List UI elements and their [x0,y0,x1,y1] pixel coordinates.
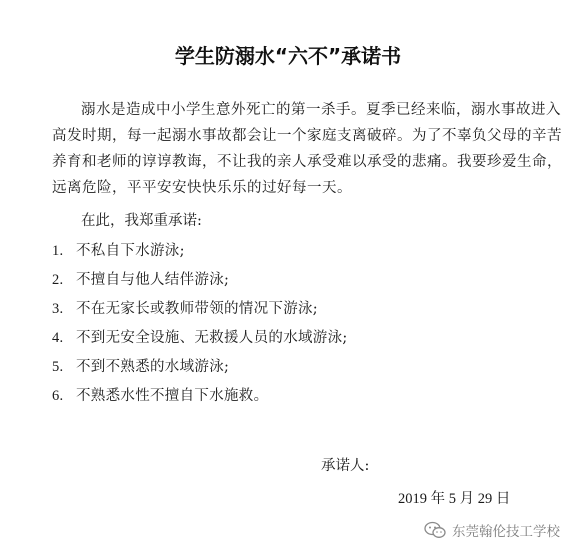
pledge-number: 1. [52,243,64,259]
sign-date: 2019 年 5 月 29 日 [398,491,511,507]
pledge-text: 不熟悉水性不擅自下水施救。 [76,388,269,404]
document-title: 学生防溺水“六不”承诺书 [174,44,402,68]
wechat-icon [424,521,446,539]
pledge-number: 5. [52,359,64,375]
pledge-lead: 在此，我郑重承诺: [81,213,202,229]
pledge-item [52,353,552,382]
watermark [424,519,560,541]
pledge-text: 不擅自与他人结伴游泳; [76,272,230,288]
pledge-list [52,237,552,411]
pledge-text: 不到无安全设施、无救援人员的水域游泳; [76,330,348,346]
pledge-number: 2. [52,272,64,288]
watermark-text: 东莞翰伦技工学校 [452,524,560,540]
pledge-number: 3. [52,301,64,317]
signer-label: 承诺人: [321,458,370,474]
pledge-number: 6. [52,388,64,404]
intro-line: 远离危险，平平安安快快乐乐的过好每一天。 [52,180,352,196]
pledge-text: 不到不熟悉的水域游泳; [76,359,230,375]
intro-paragraph [52,97,562,201]
intro-line: 高发时期，每一起溺水事故都会让一个家庭支离破碎。为了不辜负父母的辛苦 [52,128,562,144]
pledge-item [52,295,552,324]
pledge-number: 4. [52,330,64,346]
pledge-item [52,266,552,295]
pledge-text: 不在无家长或教师带领的情况下游泳; [76,301,318,317]
intro-line: 养育和老师的谆谆教诲，不让我的亲人承受难以承受的悲痛。我要珍爱生命， [52,154,562,170]
pledge-item [52,237,552,266]
pledge-item [52,324,552,353]
intro-line: 溺水是造成中小学生意外死亡的第一杀手。夏季已经来临，溺水事故进入 [81,102,561,118]
pledge-item [52,382,552,411]
pledge-text: 不私自下水游泳; [76,243,185,259]
